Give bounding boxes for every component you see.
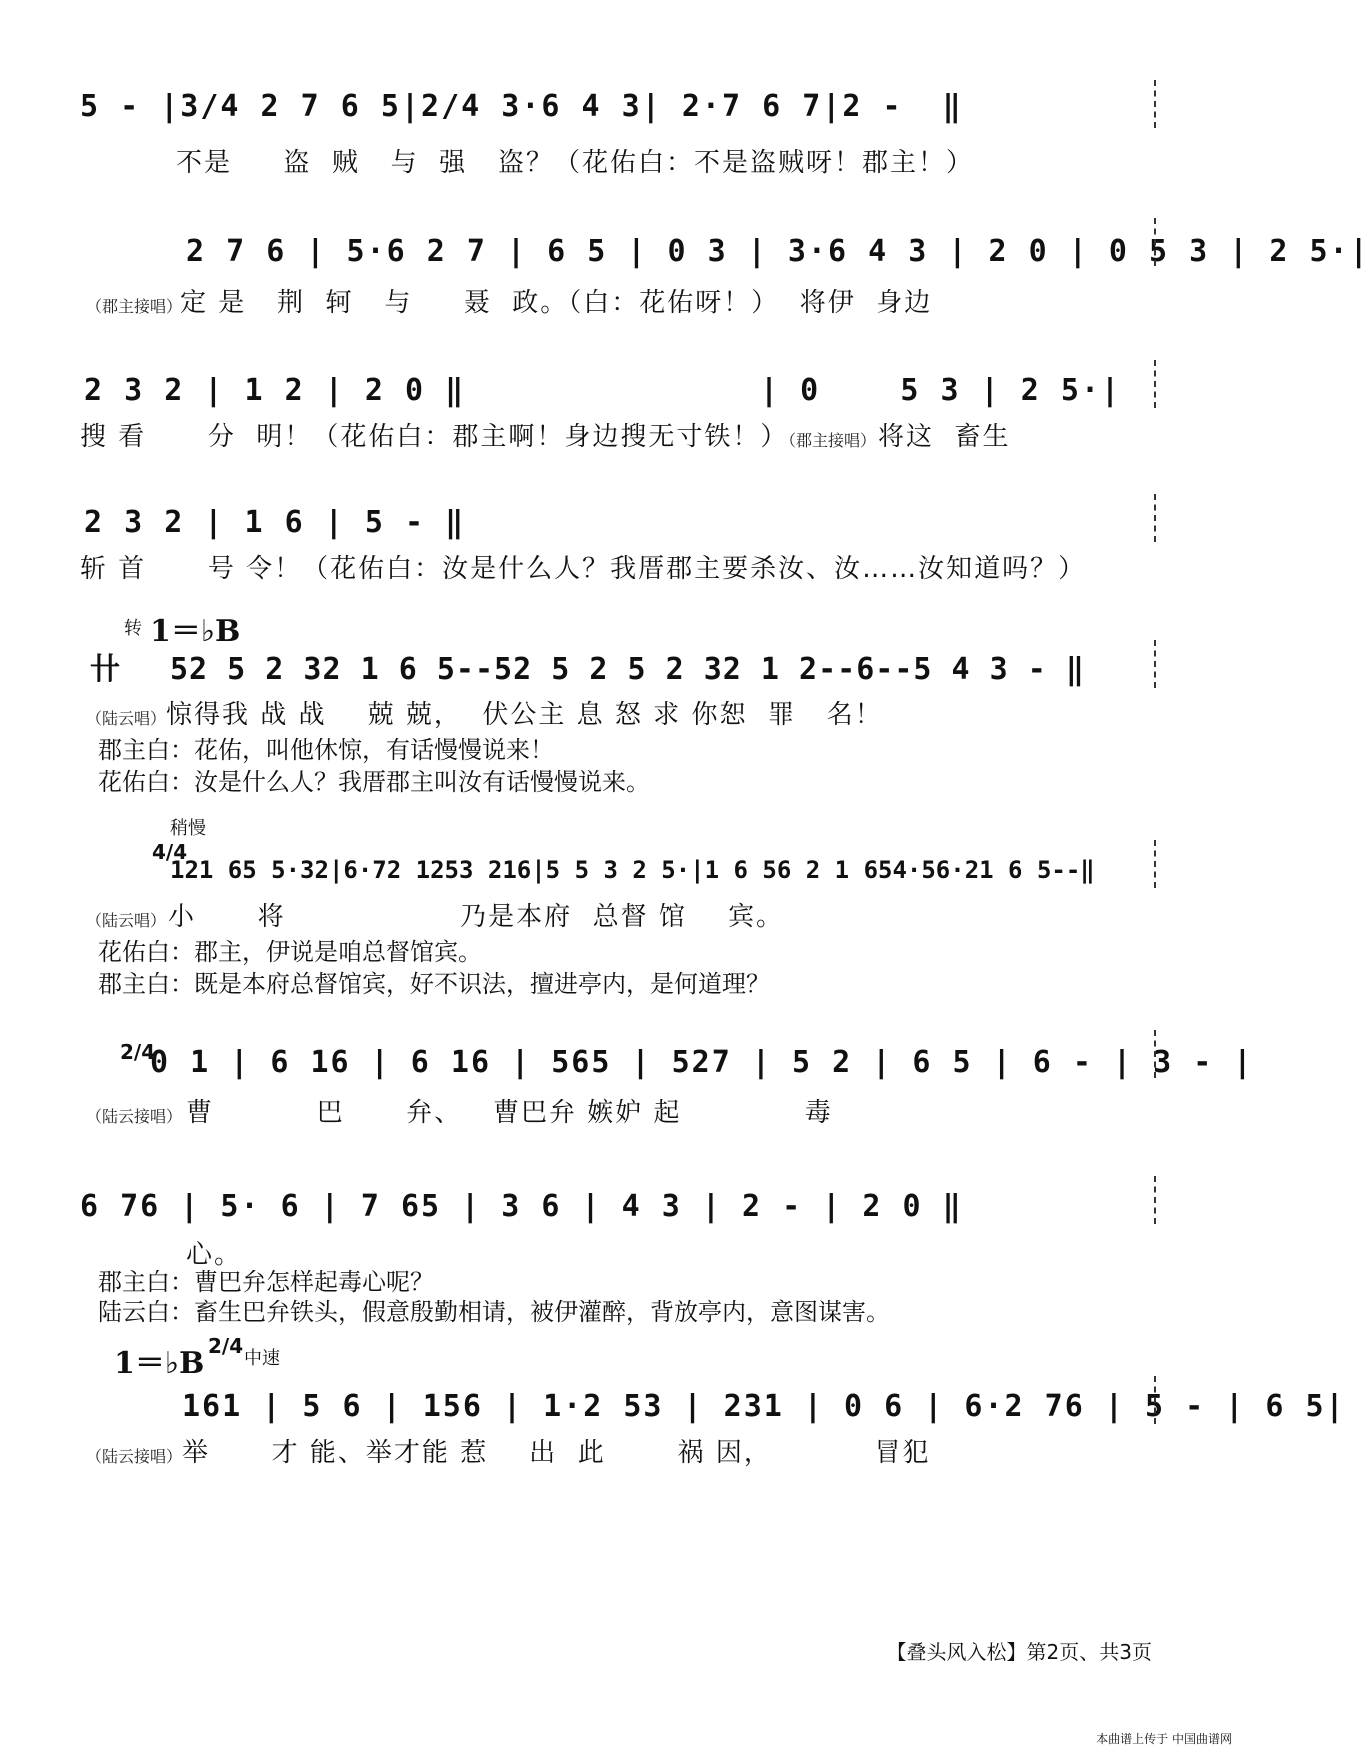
page-edge-mark [1154,360,1156,408]
page-edge-mark [1154,218,1156,266]
notation-row-5: 52 5 2 32 1 6 5--52 5 2 5 2 32 1 2--6--5 4 3 - ‖ [170,652,1085,687]
singer-label-row-7: （陆云接唱） [86,1107,183,1126]
modulation-prefix: 转 [124,618,142,639]
time-signature-2-4-b: 2/4 [208,1334,244,1358]
lyric-row-5: 惊得我 战 战 兢 兢， 伏公主 息 怒 求 你恕 罪 名！ [166,700,883,730]
singer-label-row-9: （陆云接唱） [86,1447,183,1466]
dialogue-line-3: 花佑白：郡主，伊说是咱总督馆宾。 [98,938,482,966]
singer-label-row-2: （郡主接唱） [86,297,183,316]
lyric-row-7: 曹 巴 弁、 曹巴弁 嫉妒 起 毒 [186,1098,833,1128]
key-signature-1: 1＝♭B [150,614,241,649]
singer-label-row-5: （陆云唱） [86,709,167,728]
free-meter-mark-1: 卄 [90,652,122,687]
notation-row-2: 2 7 6 | 5·6 2 7 | 6 5 | 0 3 | 3·6 4 3 | 2 0 | 0 5 3 | 2 5·| [186,234,1370,269]
notation-row-3a: 2 3 2 | 1 2 | 2 0 ‖ [84,373,466,408]
page-edge-mark [1154,494,1156,542]
dialogue-line-1: 郡主白：花佑，叫他休惊，有话慢慢说来！ [98,736,554,764]
dialogue-line-4: 郡主白：既是本府总督馆宾，好不识法，擅进亭内，是何道理？ [98,970,770,998]
dialogue-line-2: 花佑白：汝是什么人？我厝郡主叫汝有话慢慢说来。 [98,768,650,796]
tempo-mid: 中速 [244,1348,280,1369]
time-signature-4-4: 4/4 [152,840,188,864]
lyric-row-6: 小 将 乃是本府 总督 馆 宾。 [168,902,784,932]
lyric-row-8: 心。 [186,1240,243,1270]
lyric-row-3a: 搜 看 分 明！（花佑白：郡主啊！身边搜无寸铁！） [80,422,789,452]
upload-credit: 本曲谱上传于 中国曲谱网 [1096,1732,1232,1746]
notation-row-6: 121 65 5·32|6·72 1253 216|5 5 3 2 5·|1 6 56 2 1 654·56·21 6 5--‖ [170,856,1095,884]
notation-row-9: 161 | 5 6 | 156 | 1·2 53 | 231 | 0 6 | 6·2 76 | 5 - | 6 5| [182,1389,1346,1424]
lyric-row-9: 举 才 能、举才能 惹 出 此 祸 因， 冒犯 [182,1438,931,1468]
page-footer: 【叠头风入松】第2页、共3页 [886,1640,1152,1664]
lyric-row-4: 斩 首 号 令！（花佑白：汝是什么人？我厝郡主要杀汝、汝……汝知道吗？） [80,554,1087,584]
lyric-row-2: 定 是 荆 轲 与 聂 政。（白：花佑呀！） 将伊 身边 [180,288,933,318]
notation-row-1: 5 - |3/4 2 7 6 5|2/4 3·6 4 3| 2·7 6 7|2 - ‖ [80,89,963,124]
page-edge-mark [1154,1176,1156,1224]
notation-row-4: 2 3 2 | 1 6 | 5 - ‖ [84,505,466,540]
dialogue-line-5: 郡主白：曹巴弁怎样起毒心呢？ [98,1268,434,1296]
singer-label-row-3b: （郡主接唱） [780,431,877,450]
singer-label-row-6: （陆云唱） [86,911,167,930]
page-edge-mark [1154,80,1156,128]
notation-row-3b: | 0 5 3 | 2 5·| [760,373,1122,408]
dialogue-line-6: 陆云白：畜生巴弁铁头，假意殷勤相请，被伊灌醉，背放亭内，意图谋害。 [98,1298,890,1326]
page-edge-mark [1154,1030,1156,1078]
page-edge-mark [1154,640,1156,688]
lyric-row-3b: 将这 畜生 [878,422,1011,452]
page-edge-mark [1154,840,1156,888]
page-edge-mark [1154,1376,1156,1424]
tempo-slow: 稍慢 [170,818,206,839]
time-signature-2-4-a: 2/4 [120,1040,156,1064]
key-signature-2: 1＝♭B [114,1346,205,1381]
notation-row-8: 6 76 | 5· 6 | 7 65 | 3 6 | 4 3 | 2 - | 2 0 ‖ [80,1189,963,1224]
lyric-row-1: 不是 盗 贼 与 强 盗？（花佑白：不是盗贼呀！郡主！） [176,148,974,178]
notation-row-7: 0 1 | 6 16 | 6 16 | 565 | 527 | 5 2 | 6 5 | 6 - | 3 - | [150,1045,1254,1080]
